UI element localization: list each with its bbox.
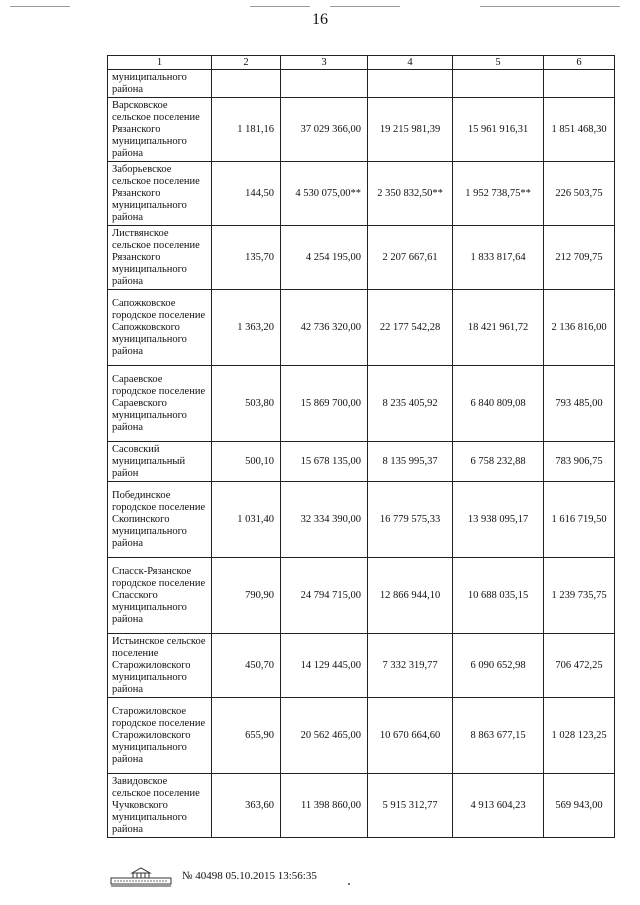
scan-speck [348,883,350,885]
area-cell: 1 363,20 [212,290,281,366]
local-share-cell: 226 503,75 [544,162,615,226]
area-cell: 450,70 [212,634,281,698]
table-row [108,634,615,698]
total-amount-cell: 14 129 445,00 [281,634,368,698]
table-row [108,366,615,442]
regional-share-cell: 8 863 677,15 [453,698,544,774]
fund-share-cell: 16 779 575,33 [368,482,453,558]
local-share-cell [544,70,615,98]
header-row [108,56,615,70]
local-share-cell: 1 239 735,75 [544,558,615,634]
municipality-name-cell: Спасск-Рязанское городское поселение Спасского муниципального района [108,558,212,634]
data-table [107,55,615,838]
table-row [108,558,615,634]
fund-share-cell: 19 215 981,39 [368,98,453,162]
regional-share-cell: 6 758 232,88 [453,442,544,482]
area-cell: 655,90 [212,698,281,774]
fund-share-cell: 10 670 664,60 [368,698,453,774]
local-share-cell: 783 906,75 [544,442,615,482]
column-header: 3 [281,56,368,70]
table-row [108,226,615,290]
total-amount-cell: 24 794 715,00 [281,558,368,634]
table-row [108,698,615,774]
area-cell: 144,50 [212,162,281,226]
fund-share-cell [368,70,453,98]
area-cell: 500,10 [212,442,281,482]
area-cell: 1 031,40 [212,482,281,558]
local-share-cell: 1 028 123,25 [544,698,615,774]
local-share-cell: 1 616 719,50 [544,482,615,558]
fund-share-cell: 22 177 542,28 [368,290,453,366]
municipality-name-cell: Сапожковское городское поселение Сапожковского муниципального района [108,290,212,366]
regional-share-cell: 10 688 035,15 [453,558,544,634]
fund-share-cell: 2 207 667,61 [368,226,453,290]
column-header: 4 [368,56,453,70]
municipality-name-cell: Заборьевское сельское поселение Рязанского муниципального района [108,162,212,226]
fund-share-cell: 8 235 405,92 [368,366,453,442]
column-header: 1 [108,56,212,70]
regional-share-cell: 1 952 738,75** [453,162,544,226]
column-header: 5 [453,56,544,70]
total-amount-cell: 15 869 700,00 [281,366,368,442]
table-row [108,98,615,162]
table-row [108,442,615,482]
column-header: 6 [544,56,615,70]
regional-share-cell: 6 090 652,98 [453,634,544,698]
total-amount-cell: 42 736 320,00 [281,290,368,366]
local-share-cell: 1 851 468,30 [544,98,615,162]
local-share-cell: 706 472,25 [544,634,615,698]
municipality-name-cell: Побединское городское поселение Скопинского муниципального района [108,482,212,558]
total-amount-cell: 37 029 366,00 [281,98,368,162]
area-cell: 503,80 [212,366,281,442]
municipality-name-cell: Завидовское сельское поселение Чучковского муниципального района [108,774,212,838]
building-stamp-icon [110,865,172,887]
local-share-cell: 793 485,00 [544,366,615,442]
table-row [108,482,615,558]
area-cell: 790,90 [212,558,281,634]
table-row [108,162,615,226]
local-share-cell: 212 709,75 [544,226,615,290]
area-cell: 363,60 [212,774,281,838]
total-amount-cell: 15 678 135,00 [281,442,368,482]
area-cell: 1 181,16 [212,98,281,162]
registration-stamp: № 40498 05.10.2015 13:56:35 [182,870,317,882]
regional-share-cell: 13 938 095,17 [453,482,544,558]
regional-share-cell: 4 913 604,23 [453,774,544,838]
total-amount-cell: 4 254 195,00 [281,226,368,290]
total-amount-cell: 20 562 465,00 [281,698,368,774]
municipality-name-cell: Сараевское городское поселение Сараевского муниципального района [108,366,212,442]
regional-share-cell [453,70,544,98]
local-share-cell: 569 943,00 [544,774,615,838]
fund-share-cell: 5 915 312,77 [368,774,453,838]
regional-share-cell: 15 961 916,31 [453,98,544,162]
fund-share-cell: 8 135 995,37 [368,442,453,482]
total-amount-cell [281,70,368,98]
local-share-cell: 2 136 816,00 [544,290,615,366]
regional-share-cell: 1 833 817,64 [453,226,544,290]
fund-share-cell: 12 866 944,10 [368,558,453,634]
area-cell [212,70,281,98]
municipality-name-cell: Варсковское сельское поселение Рязанского муниципального района [108,98,212,162]
page-number: 16 [312,11,328,28]
table-body [108,70,615,838]
table-row [108,290,615,366]
municipality-name-cell: Листвянское сельское поселение Рязанского муниципального района [108,226,212,290]
municipality-name-cell: Старожиловское городское поселение Старожиловского муниципального района [108,698,212,774]
area-cell: 135,70 [212,226,281,290]
table-row [108,774,615,838]
fund-share-cell: 2 350 832,50** [368,162,453,226]
column-header: 2 [212,56,281,70]
total-amount-cell: 4 530 075,00** [281,162,368,226]
municipality-name-cell: Сасовский муниципальный район [108,442,212,482]
regional-share-cell: 6 840 809,08 [453,366,544,442]
fund-share-cell: 7 332 319,77 [368,634,453,698]
municipality-name-cell: муниципального района [108,70,212,98]
table-row [108,70,615,98]
total-amount-cell: 32 334 390,00 [281,482,368,558]
regional-share-cell: 18 421 961,72 [453,290,544,366]
footer [110,865,317,887]
municipality-name-cell: Истьинское сельское поселение Старожиловского муниципального района [108,634,212,698]
total-amount-cell: 11 398 860,00 [281,774,368,838]
